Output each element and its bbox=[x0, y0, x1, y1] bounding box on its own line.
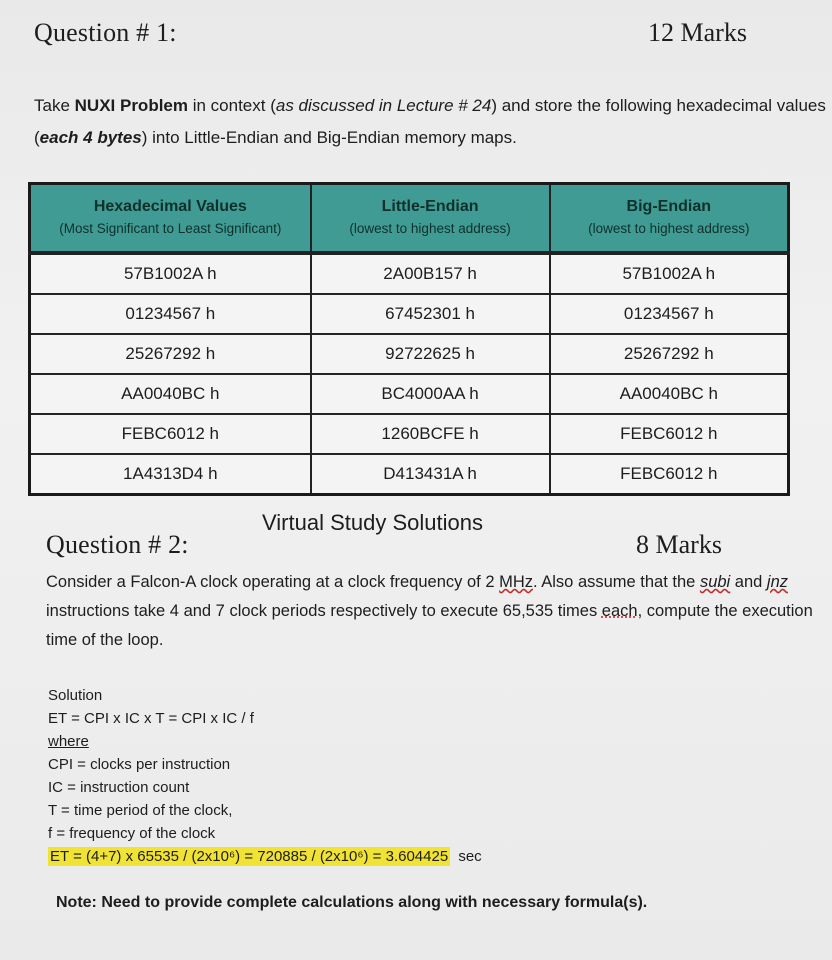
header-hex bbox=[30, 184, 311, 254]
cell-big-endian: 01234567 h bbox=[550, 294, 789, 334]
cell-hex: FEBC6012 h bbox=[30, 414, 311, 454]
cell-little-endian: D413431A h bbox=[311, 454, 550, 495]
intro-text: ) and store the following hexadecimal values ( bbox=[34, 96, 826, 147]
header-subtitle: (Most Significant to Least Significant) bbox=[59, 221, 282, 236]
q2-text: , compute the execution time of the loop. bbox=[46, 602, 813, 649]
solution-def: CPI = clocks per instruction bbox=[48, 756, 231, 773]
solution-where: where bbox=[48, 733, 89, 750]
solution-result-line bbox=[48, 845, 482, 868]
table-row bbox=[30, 414, 789, 454]
solution-result: ET = (4+7) x 65535 / (2x10⁶) = 720885 / (2x10⁶) = 3.604425 bbox=[50, 848, 449, 865]
intro-text: Take bbox=[34, 96, 75, 115]
q2-text: and bbox=[730, 573, 767, 591]
header-title: Big-Endian bbox=[626, 198, 711, 215]
intro-italic: each 4 bytes bbox=[39, 128, 142, 147]
solution-heading: Solution bbox=[48, 687, 103, 704]
cell-big-endian: AA0040BC h bbox=[550, 374, 789, 414]
note-text: Note: Need to provide complete calculations along with necessary formula(s). bbox=[56, 894, 648, 911]
cell-little-endian: 67452301 h bbox=[311, 294, 550, 334]
q2-text: instructions take 4 and 7 clock periods respectively to execute 65,535 times bbox=[46, 602, 602, 620]
cell-big-endian: 25267292 h bbox=[550, 334, 789, 374]
cell-hex: 25267292 h bbox=[30, 334, 311, 374]
table-row bbox=[30, 454, 789, 495]
intro-text: in context ( bbox=[188, 96, 276, 115]
q2-jnz: jnz bbox=[766, 573, 789, 591]
q2-text: . Also assume that the bbox=[533, 573, 700, 591]
cell-hex: 01234567 h bbox=[30, 294, 311, 334]
endian-table bbox=[28, 182, 790, 496]
cell-big-endian: 57B1002A h bbox=[550, 253, 789, 294]
cell-little-endian: 92722625 h bbox=[311, 334, 550, 374]
cell-little-endian: BC4000AA h bbox=[311, 374, 550, 414]
solution-def: f = frequency of the clock bbox=[48, 825, 216, 842]
intro-text: ) into Little-Endian and Big-Endian memory maps. bbox=[141, 128, 517, 147]
question-1-intro bbox=[34, 90, 830, 154]
q2-mhz: MHz bbox=[499, 573, 533, 591]
cell-big-endian: FEBC6012 h bbox=[550, 414, 789, 454]
question-2-text bbox=[46, 568, 826, 655]
q2-text: Consider a Falcon-A clock operating at a clock frequency of 2 bbox=[46, 573, 500, 591]
cell-hex: 1A4313D4 h bbox=[30, 454, 311, 495]
cell-hex: AA0040BC h bbox=[30, 374, 311, 414]
header-big-endian bbox=[550, 184, 789, 254]
cell-little-endian: 1260BCFE h bbox=[311, 414, 550, 454]
cell-big-endian: FEBC6012 h bbox=[550, 454, 789, 495]
table-row bbox=[30, 374, 789, 414]
table-row bbox=[30, 253, 789, 294]
watermark-text: Virtual Study Solutions bbox=[262, 510, 483, 535]
solution-def: T = time period of the clock, bbox=[48, 802, 233, 819]
header-subtitle: (lowest to highest address) bbox=[349, 221, 511, 236]
header-subtitle: (lowest to highest address) bbox=[588, 221, 750, 236]
intro-bold: NUXI Problem bbox=[74, 96, 188, 115]
question-2-title: Question # 2: bbox=[46, 530, 189, 559]
question-1-marks: 12 Marks bbox=[648, 18, 747, 47]
solution-formula: ET = CPI x IC x T = CPI x IC / f bbox=[48, 710, 254, 727]
header-title: Little-Endian bbox=[381, 198, 479, 215]
cell-little-endian: 2A00B157 h bbox=[311, 253, 550, 294]
solution-block bbox=[48, 684, 482, 868]
header-little-endian bbox=[311, 184, 550, 254]
table-row bbox=[30, 334, 789, 374]
header-title: Hexadecimal Values bbox=[93, 198, 247, 215]
solution-unit: sec bbox=[458, 848, 482, 865]
solution-def: IC = instruction count bbox=[48, 779, 190, 796]
intro-italic: as discussed in Lecture # 24 bbox=[275, 96, 492, 115]
table-row bbox=[30, 294, 789, 334]
question-2-marks: 8 Marks bbox=[636, 530, 722, 559]
table-header-row bbox=[30, 184, 789, 254]
question-1-title: Question # 1: bbox=[34, 18, 177, 47]
cell-hex: 57B1002A h bbox=[30, 253, 311, 294]
q2-each: each bbox=[601, 602, 638, 620]
q2-subi: subi bbox=[699, 573, 731, 591]
